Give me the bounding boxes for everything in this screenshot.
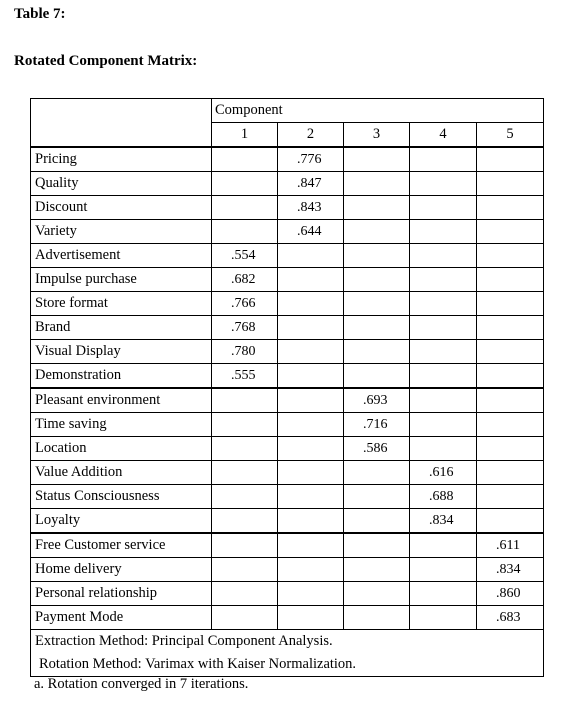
header-row-group bbox=[31, 99, 544, 123]
loading-cell bbox=[278, 292, 344, 316]
loading-cell bbox=[344, 461, 410, 485]
loading-cell bbox=[344, 244, 410, 268]
loading-cell: .683 bbox=[477, 606, 544, 630]
table-row bbox=[31, 220, 544, 244]
table-row bbox=[31, 413, 544, 437]
loading-cell bbox=[477, 147, 544, 172]
row-label: Store format bbox=[31, 292, 212, 316]
loading-cell: .834 bbox=[410, 509, 477, 534]
loading-cell: .682 bbox=[212, 268, 278, 292]
table-row bbox=[31, 485, 544, 509]
loading-cell bbox=[410, 244, 477, 268]
loading-cell bbox=[410, 558, 477, 582]
table-title: Rotated Component Matrix: bbox=[14, 53, 198, 69]
row-label: Quality bbox=[31, 172, 212, 196]
loading-cell bbox=[278, 582, 344, 606]
loading-cell bbox=[477, 196, 544, 220]
loading-cell bbox=[344, 558, 410, 582]
loading-cell bbox=[410, 220, 477, 244]
loading-cell bbox=[477, 172, 544, 196]
component-group-header: Component bbox=[212, 99, 544, 123]
loading-cell: .843 bbox=[278, 196, 344, 220]
loading-cell: .847 bbox=[278, 172, 344, 196]
row-label: Pleasant environment bbox=[31, 388, 212, 413]
loading-cell: .693 bbox=[344, 388, 410, 413]
table-row bbox=[31, 364, 544, 389]
loading-cell: .834 bbox=[477, 558, 544, 582]
loading-cell bbox=[344, 364, 410, 389]
loading-cell bbox=[212, 582, 278, 606]
extraction-method: Extraction Method: Principal Component Analysis. bbox=[31, 630, 544, 654]
row-label: Discount bbox=[31, 196, 212, 220]
loading-cell bbox=[410, 388, 477, 413]
loading-cell bbox=[344, 268, 410, 292]
loading-cell bbox=[410, 413, 477, 437]
loading-cell bbox=[278, 413, 344, 437]
loading-cell: .644 bbox=[278, 220, 344, 244]
loading-cell bbox=[278, 509, 344, 534]
row-label: Home delivery bbox=[31, 558, 212, 582]
loading-cell bbox=[278, 558, 344, 582]
loading-cell bbox=[212, 606, 278, 630]
loading-cell bbox=[278, 364, 344, 389]
row-label: Location bbox=[31, 437, 212, 461]
loading-cell bbox=[212, 196, 278, 220]
row-label: Status Consciousness bbox=[31, 485, 212, 509]
table-row bbox=[31, 533, 544, 558]
loading-cell bbox=[212, 485, 278, 509]
row-label: Value Addition bbox=[31, 461, 212, 485]
table-row bbox=[31, 196, 544, 220]
table-row bbox=[31, 388, 544, 413]
loading-cell bbox=[410, 268, 477, 292]
loading-cell bbox=[344, 196, 410, 220]
loading-cell bbox=[212, 413, 278, 437]
loading-cell bbox=[477, 244, 544, 268]
rotation-method: Rotation Method: Varimax with Kaiser Normalization. bbox=[31, 653, 544, 677]
table-row bbox=[31, 582, 544, 606]
column-header: 1 bbox=[212, 123, 278, 148]
loading-cell bbox=[410, 533, 477, 558]
row-label: Time saving bbox=[31, 413, 212, 437]
loading-cell bbox=[344, 220, 410, 244]
loading-cell bbox=[477, 413, 544, 437]
loading-cell bbox=[212, 220, 278, 244]
loading-cell: .768 bbox=[212, 316, 278, 340]
loading-cell bbox=[477, 364, 544, 389]
loading-cell bbox=[410, 147, 477, 172]
row-label: Pricing bbox=[31, 147, 212, 172]
table-row bbox=[31, 558, 544, 582]
table-row bbox=[31, 606, 544, 630]
row-label: Impulse purchase bbox=[31, 268, 212, 292]
loading-cell bbox=[477, 437, 544, 461]
loading-cell bbox=[477, 268, 544, 292]
loading-cell: .586 bbox=[344, 437, 410, 461]
loading-cell: .555 bbox=[212, 364, 278, 389]
loading-cell bbox=[344, 340, 410, 364]
table-row bbox=[31, 509, 544, 534]
loading-cell: .766 bbox=[212, 292, 278, 316]
loading-cell bbox=[278, 485, 344, 509]
table-row bbox=[31, 244, 544, 268]
row-label: Advertisement bbox=[31, 244, 212, 268]
loading-cell bbox=[410, 196, 477, 220]
row-label: Demonstration bbox=[31, 364, 212, 389]
row-label: Personal relationship bbox=[31, 582, 212, 606]
row-label: Payment Mode bbox=[31, 606, 212, 630]
column-header: 3 bbox=[344, 123, 410, 148]
table-row bbox=[31, 437, 544, 461]
loading-cell bbox=[212, 437, 278, 461]
column-header: 4 bbox=[410, 123, 477, 148]
column-header: 5 bbox=[477, 123, 544, 148]
loading-cell bbox=[477, 220, 544, 244]
footer-row bbox=[31, 630, 544, 654]
loading-cell bbox=[410, 172, 477, 196]
row-label: Brand bbox=[31, 316, 212, 340]
loading-cell bbox=[212, 147, 278, 172]
table-row bbox=[31, 461, 544, 485]
loading-cell: .554 bbox=[212, 244, 278, 268]
loading-cell bbox=[344, 582, 410, 606]
loading-cell bbox=[212, 461, 278, 485]
loading-cell: .716 bbox=[344, 413, 410, 437]
row-label: Loyalty bbox=[31, 509, 212, 534]
loading-cell bbox=[212, 388, 278, 413]
loading-cell bbox=[477, 461, 544, 485]
table-row bbox=[31, 172, 544, 196]
loading-cell bbox=[410, 292, 477, 316]
loading-cell bbox=[278, 461, 344, 485]
rotated-component-matrix bbox=[30, 98, 544, 677]
loading-cell bbox=[344, 606, 410, 630]
table-row bbox=[31, 292, 544, 316]
loading-cell bbox=[278, 340, 344, 364]
loading-cell bbox=[344, 172, 410, 196]
loading-cell bbox=[410, 437, 477, 461]
loading-cell: .776 bbox=[278, 147, 344, 172]
loading-cell bbox=[344, 533, 410, 558]
table-note: a. Rotation converged in 7 iterations. bbox=[34, 676, 249, 692]
table-row bbox=[31, 316, 544, 340]
loading-cell bbox=[410, 606, 477, 630]
loading-cell bbox=[477, 388, 544, 413]
loading-cell bbox=[344, 147, 410, 172]
loading-cell bbox=[344, 292, 410, 316]
table-row bbox=[31, 340, 544, 364]
footer-row bbox=[31, 653, 544, 677]
loading-cell bbox=[477, 340, 544, 364]
loading-cell bbox=[212, 558, 278, 582]
table-row bbox=[31, 147, 544, 172]
loading-cell bbox=[212, 509, 278, 534]
row-label: Free Customer service bbox=[31, 533, 212, 558]
row-label: Variety bbox=[31, 220, 212, 244]
loading-cell bbox=[344, 316, 410, 340]
loading-cell: .616 bbox=[410, 461, 477, 485]
loading-cell: .611 bbox=[477, 533, 544, 558]
loading-cell: .688 bbox=[410, 485, 477, 509]
loading-cell bbox=[212, 172, 278, 196]
loading-cell bbox=[278, 606, 344, 630]
loading-cell bbox=[410, 340, 477, 364]
loading-cell bbox=[278, 533, 344, 558]
row-label: Visual Display bbox=[31, 340, 212, 364]
table-row bbox=[31, 268, 544, 292]
loading-cell bbox=[477, 292, 544, 316]
loading-cell bbox=[477, 509, 544, 534]
loading-cell bbox=[477, 485, 544, 509]
loading-cell bbox=[477, 316, 544, 340]
table-number: Table 7: bbox=[14, 6, 66, 22]
loading-cell bbox=[410, 364, 477, 389]
column-header: 2 bbox=[278, 123, 344, 148]
loading-cell: .860 bbox=[477, 582, 544, 606]
loading-cell bbox=[212, 533, 278, 558]
loading-cell bbox=[278, 437, 344, 461]
loading-cell bbox=[278, 388, 344, 413]
loading-cell bbox=[278, 244, 344, 268]
header-corner bbox=[31, 99, 212, 148]
loading-cell bbox=[410, 316, 477, 340]
loading-cell bbox=[344, 485, 410, 509]
loading-cell bbox=[278, 268, 344, 292]
loading-cell bbox=[278, 316, 344, 340]
loading-cell bbox=[344, 509, 410, 534]
loading-cell bbox=[410, 582, 477, 606]
loading-cell: .780 bbox=[212, 340, 278, 364]
